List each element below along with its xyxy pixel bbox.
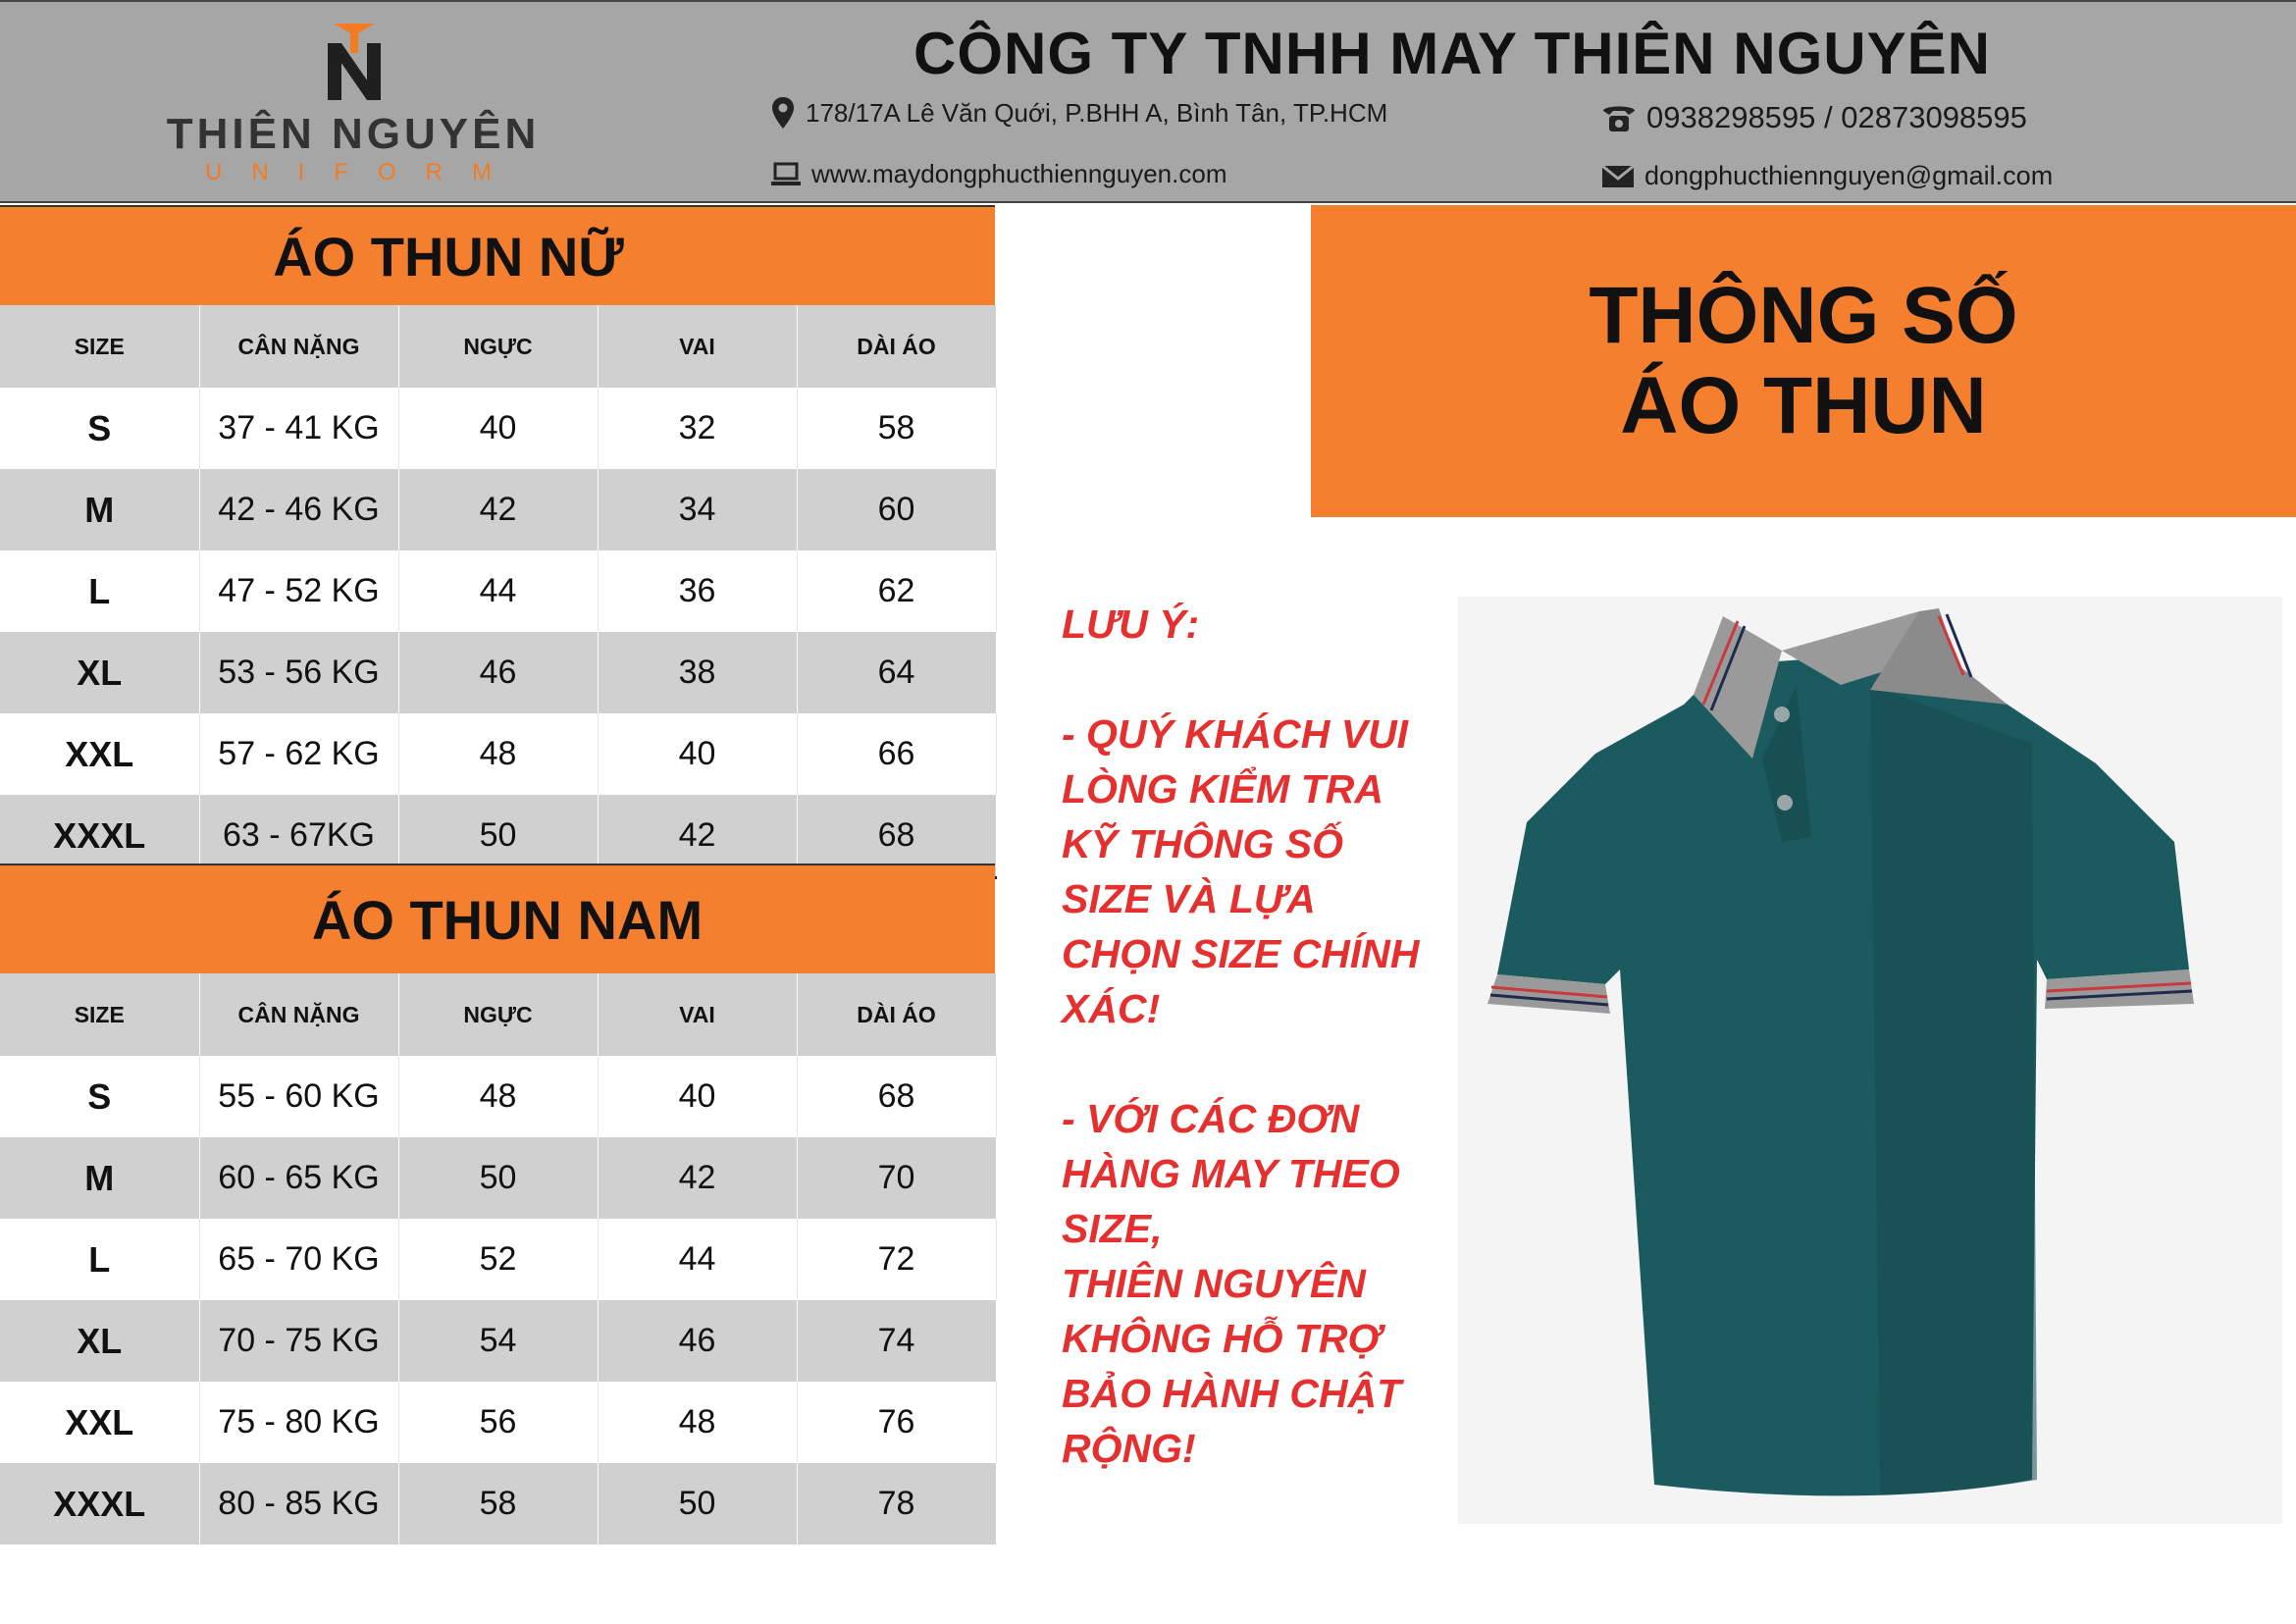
note-line: KHÔNG HỖ TRỢ bbox=[1062, 1316, 1382, 1361]
size-cell: XXXL bbox=[0, 1463, 199, 1545]
table-row bbox=[0, 469, 996, 550]
weight-cell: 47 - 52 KG bbox=[199, 550, 398, 632]
weight-cell: 53 - 56 KG bbox=[199, 632, 398, 713]
table-row bbox=[0, 1382, 996, 1463]
length-cell: 64 bbox=[797, 632, 996, 713]
location-pin-icon bbox=[770, 96, 796, 130]
table-row bbox=[0, 1056, 996, 1137]
brand-name: THIÊN NGUYÊN bbox=[166, 110, 541, 158]
laptop-icon bbox=[770, 162, 802, 187]
header-bar bbox=[0, 0, 2296, 203]
note-block bbox=[1062, 597, 1454, 1476]
chest-cell: 50 bbox=[398, 795, 598, 878]
size-cell: XXXL bbox=[0, 795, 199, 878]
table-row bbox=[0, 1300, 996, 1382]
weight-cell: 55 - 60 KG bbox=[199, 1056, 398, 1137]
table-row bbox=[0, 713, 996, 795]
shoulder-cell: 42 bbox=[598, 795, 797, 878]
weight-cell: 80 - 85 KG bbox=[199, 1463, 398, 1545]
length-cell: 72 bbox=[797, 1219, 996, 1300]
section-title-nam bbox=[0, 864, 995, 973]
size-table-nam bbox=[0, 973, 997, 1545]
weight-cell: 63 - 67KG bbox=[199, 795, 398, 878]
note-line: CHỌN SIZE CHÍNH bbox=[1062, 931, 1420, 976]
product-image bbox=[1458, 597, 2282, 1524]
brand-subtitle: UNIFORM bbox=[205, 159, 521, 185]
chest-cell: 50 bbox=[398, 1137, 598, 1219]
chest-cell: 56 bbox=[398, 1382, 598, 1463]
length-cell: 74 bbox=[797, 1300, 996, 1382]
title-ao-thun-nam: ÁO THUN NAM bbox=[311, 888, 704, 951]
envelope-icon bbox=[1601, 165, 1635, 188]
chest-cell: 44 bbox=[398, 550, 598, 632]
chest-cell: 58 bbox=[398, 1463, 598, 1545]
email-line[interactable] bbox=[1601, 161, 2053, 191]
chest-cell: 52 bbox=[398, 1219, 598, 1300]
column-header: SIZE bbox=[0, 305, 199, 388]
note-line: SIZE, bbox=[1062, 1206, 1163, 1251]
note-line: BẢO HÀNH CHẬT bbox=[1062, 1371, 1402, 1416]
note-line: THIÊN NGUYÊN bbox=[1062, 1261, 1366, 1306]
weight-cell: 75 - 80 KG bbox=[199, 1382, 398, 1463]
size-cell: XXL bbox=[0, 713, 199, 795]
table-header-row bbox=[0, 973, 996, 1056]
column-header: CÂN NẶNG bbox=[199, 973, 398, 1056]
length-cell: 70 bbox=[797, 1137, 996, 1219]
shoulder-cell: 48 bbox=[598, 1382, 797, 1463]
table-row bbox=[0, 1463, 996, 1545]
shoulder-cell: 34 bbox=[598, 469, 797, 550]
note-line: - QUÝ KHÁCH VUI bbox=[1062, 711, 1409, 757]
polo-shirt-image bbox=[1458, 597, 2282, 1524]
table-header-row bbox=[0, 305, 996, 388]
table-row bbox=[0, 388, 996, 469]
shoulder-cell: 32 bbox=[598, 388, 797, 469]
phone-line bbox=[1601, 100, 2027, 135]
title-ao-thun-nu: ÁO THUN NỮ bbox=[273, 225, 624, 288]
note-line: RỘNG! bbox=[1062, 1426, 1196, 1471]
spec-title-box bbox=[1311, 205, 2296, 517]
chest-cell: 54 bbox=[398, 1300, 598, 1382]
length-cell: 60 bbox=[797, 469, 996, 550]
shoulder-cell: 40 bbox=[598, 713, 797, 795]
logo-icon bbox=[324, 24, 385, 100]
shoulder-cell: 44 bbox=[598, 1219, 797, 1300]
phone-icon bbox=[1601, 102, 1637, 133]
spec-title-line2: ÁO THUN bbox=[1620, 361, 1987, 450]
website-line[interactable] bbox=[770, 159, 1226, 189]
size-cell: XXL bbox=[0, 1382, 199, 1463]
section-title-nu bbox=[0, 205, 995, 305]
length-cell: 66 bbox=[797, 713, 996, 795]
weight-cell: 70 - 75 KG bbox=[199, 1300, 398, 1382]
note-line: SIZE VÀ LỰA bbox=[1062, 876, 1316, 921]
length-cell: 68 bbox=[797, 1056, 996, 1137]
weight-cell: 65 - 70 KG bbox=[199, 1219, 398, 1300]
shoulder-cell: 36 bbox=[598, 550, 797, 632]
shoulder-cell: 38 bbox=[598, 632, 797, 713]
size-cell: XL bbox=[0, 1300, 199, 1382]
website-link[interactable]: www.maydongphucthiennguyen.com bbox=[811, 159, 1227, 188]
size-table-nu bbox=[0, 305, 997, 879]
column-header: NGỰC bbox=[398, 305, 598, 388]
column-header: NGỰC bbox=[398, 973, 598, 1056]
note-line: XÁC! bbox=[1062, 986, 1161, 1031]
spec-title-line1: THÔNG SỐ bbox=[1589, 271, 2018, 360]
weight-cell: 42 - 46 KG bbox=[199, 469, 398, 550]
note-line: KỸ THÔNG SỐ bbox=[1062, 821, 1344, 866]
table-row bbox=[0, 550, 996, 632]
chest-cell: 48 bbox=[398, 1056, 598, 1137]
chest-cell: 48 bbox=[398, 713, 598, 795]
length-cell: 68 bbox=[797, 795, 996, 878]
note-line: LÒNG KIỂM TRA bbox=[1062, 766, 1383, 812]
company-name: CÔNG TY TNHH MAY THIÊN NGUYÊN bbox=[913, 21, 1991, 86]
shoulder-cell: 46 bbox=[598, 1300, 797, 1382]
size-cell: M bbox=[0, 469, 199, 550]
weight-cell: 60 - 65 KG bbox=[199, 1137, 398, 1219]
size-cell: S bbox=[0, 1056, 199, 1137]
chest-cell: 46 bbox=[398, 632, 598, 713]
length-cell: 78 bbox=[797, 1463, 996, 1545]
column-header: SIZE bbox=[0, 973, 199, 1056]
address-text: 178/17A Lê Văn Quới, P.BHH A, Bình Tân, TP.HCM bbox=[806, 97, 1388, 128]
length-cell: 76 bbox=[797, 1382, 996, 1463]
shoulder-cell: 40 bbox=[598, 1056, 797, 1137]
size-cell: S bbox=[0, 388, 199, 469]
table-row bbox=[0, 1219, 996, 1300]
size-cell: L bbox=[0, 550, 199, 632]
weight-cell: 57 - 62 KG bbox=[199, 713, 398, 795]
table-row bbox=[0, 632, 996, 713]
chest-cell: 42 bbox=[398, 469, 598, 550]
note-title: LƯU Ý: bbox=[1062, 602, 1200, 647]
email-link[interactable]: dongphucthiennguyen@gmail.com bbox=[1644, 161, 2054, 190]
shoulder-cell: 42 bbox=[598, 1137, 797, 1219]
chest-cell: 40 bbox=[398, 388, 598, 469]
column-header: DÀI ÁO bbox=[797, 973, 996, 1056]
column-header: VAI bbox=[598, 305, 797, 388]
address-line bbox=[770, 96, 1387, 130]
note-line: - VỚI CÁC ĐƠN bbox=[1062, 1096, 1360, 1141]
table-row bbox=[0, 1137, 996, 1219]
phone-text: 0938298595 / 02873098595 bbox=[1646, 100, 2027, 134]
length-cell: 58 bbox=[797, 388, 996, 469]
column-header: CÂN NẶNG bbox=[199, 305, 398, 388]
column-header: VAI bbox=[598, 973, 797, 1056]
note-line: HÀNG MAY THEO bbox=[1062, 1151, 1400, 1196]
column-header: DÀI ÁO bbox=[797, 305, 996, 388]
shoulder-cell: 50 bbox=[598, 1463, 797, 1545]
size-cell: XL bbox=[0, 632, 199, 713]
length-cell: 62 bbox=[797, 550, 996, 632]
size-cell: L bbox=[0, 1219, 199, 1300]
weight-cell: 37 - 41 KG bbox=[199, 388, 398, 469]
size-cell: M bbox=[0, 1137, 199, 1219]
